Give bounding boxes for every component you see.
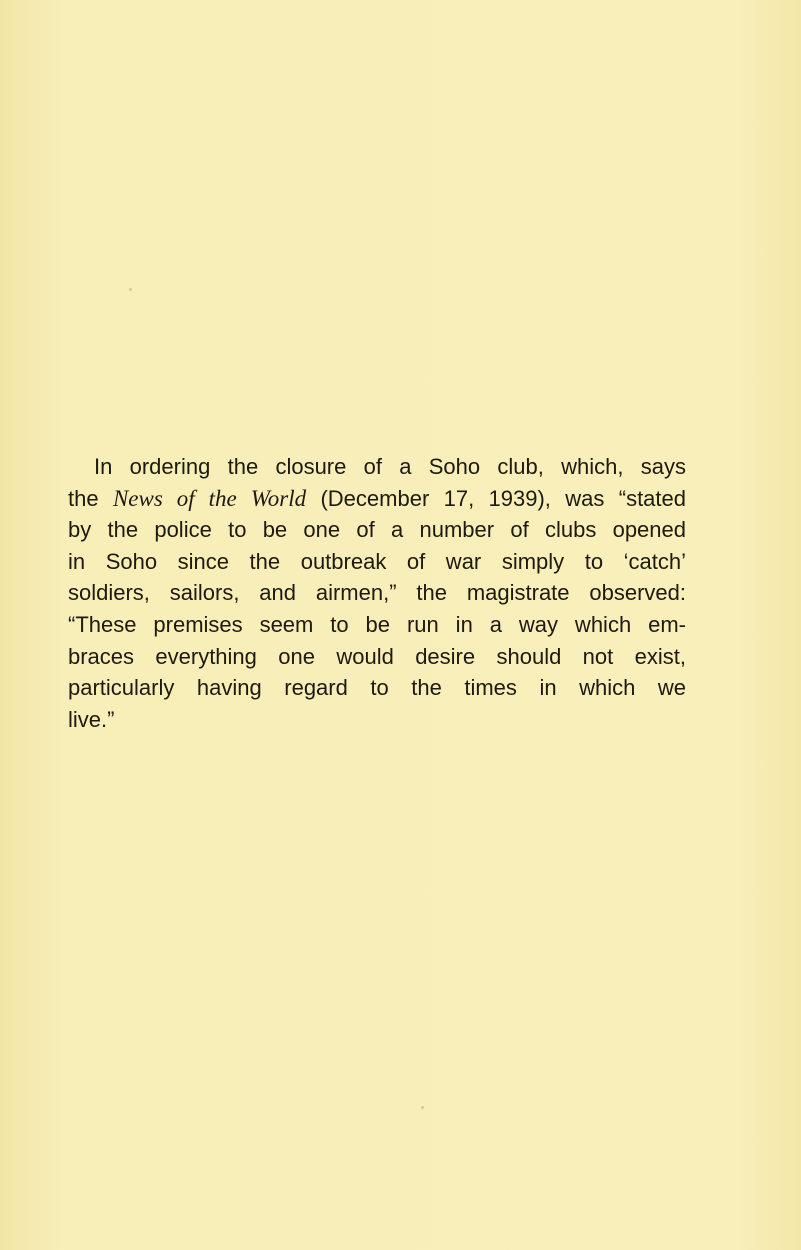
newspaper-title: News of the World [112, 485, 307, 511]
passage-line [68, 514, 686, 546]
passage-line [68, 641, 686, 673]
paper-speck [129, 288, 132, 291]
paper-speck [421, 1106, 424, 1109]
quoted-passage [68, 451, 686, 735]
passage-line [68, 546, 686, 578]
passage-line [68, 451, 686, 483]
passage-text: In ordering the closure of a Soho club, which, says [94, 454, 686, 479]
passage-line [68, 483, 686, 515]
passage-text: “These premises seem to be run in a way which em- [68, 611, 686, 637]
passage-text: (December 17, 1939), was “stated [306, 485, 686, 511]
passage-text: soldiers, sailors, and airmen,” the magistrate observed: [68, 580, 686, 606]
passage-text: in Soho since the outbreak of war simply to ‘catch’ [68, 548, 686, 574]
passage-text: particularly having regard to the times in which we [68, 675, 686, 701]
passage-line [68, 577, 686, 609]
passage-line [68, 704, 686, 736]
passage-text: by the police to be one of a number of clubs opened [68, 517, 686, 543]
passage-text: the [68, 485, 113, 511]
passage-line [68, 672, 686, 704]
passage-line [68, 609, 686, 641]
passage-text: live.” [68, 706, 115, 732]
passage-text: braces everything one would desire should not exist, [68, 643, 686, 669]
